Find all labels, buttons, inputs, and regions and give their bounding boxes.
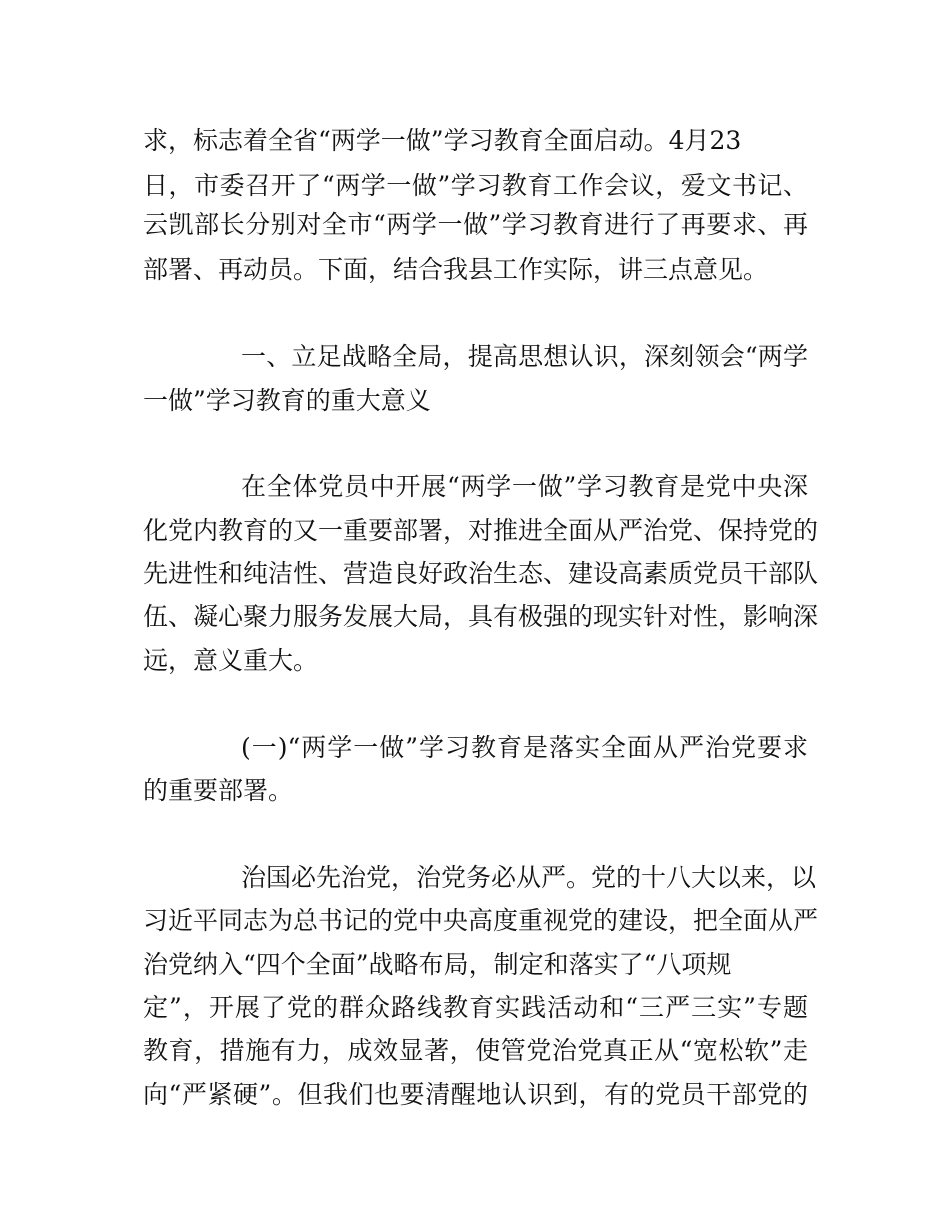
text-line: 定”，开展了党的群众路线教育实践活动和“三严三实”专题 (143, 993, 808, 1022)
text-line: 求，标志着全省“两学一做”学习教育全面启动。4月23 (143, 126, 742, 155)
text-line: 部署、再动员。下面，结合我县工作实际，讲三点意见。 (143, 255, 769, 284)
section-heading-line: 一做”学习教育的重大意义 (143, 386, 431, 415)
text-line: 教育，措施有力，成效显著，使管党治党真正从“宽松软”走 (143, 1036, 808, 1065)
text-line: 先进性和纯洁性、营造良好政治生态、建设高素质党员干部队 (143, 559, 819, 588)
text-line: 云凯部长分别对全市“两学一做”学习教育进行了再要求、再 (143, 210, 808, 239)
text-line: 向“严紧硬”。但我们也要清醒地认识到，有的党员干部党的 (143, 1080, 808, 1109)
subsection-heading-line: (一)“两学一做”学习教育是落实全面从严治党要求 (241, 733, 808, 762)
text-line: 伍、凝心聚力服务发展大局，具有极强的现实针对性，影响深 (143, 602, 819, 631)
text-line: 远，意义重大。 (143, 646, 319, 675)
text-line: 治党纳入“四个全面”战略布局，制定和落实了“八项规 (143, 950, 732, 979)
text-line: 在全体党员中开展“两学一做”学习教育是党中央深 (241, 472, 808, 501)
section-heading-line: 一、立足战略全局，提高思想认识，深刻领会“两学 (241, 342, 808, 371)
subsection-heading-line: 的重要部署。 (143, 776, 294, 805)
text-line: 化党内教育的又一重要部署，对推进全面从严治党、保持党的 (143, 516, 819, 545)
text-line: 治国必先治党，治党务必从严。党的十八大以来，以 (241, 863, 817, 892)
text-line: 日，市委召开了“两学一做”学习教育工作会议，爱文书记、 (143, 171, 808, 200)
text-line: 习近平同志为总书记的党中央高度重视党的建设，把全面从严 (143, 906, 819, 935)
